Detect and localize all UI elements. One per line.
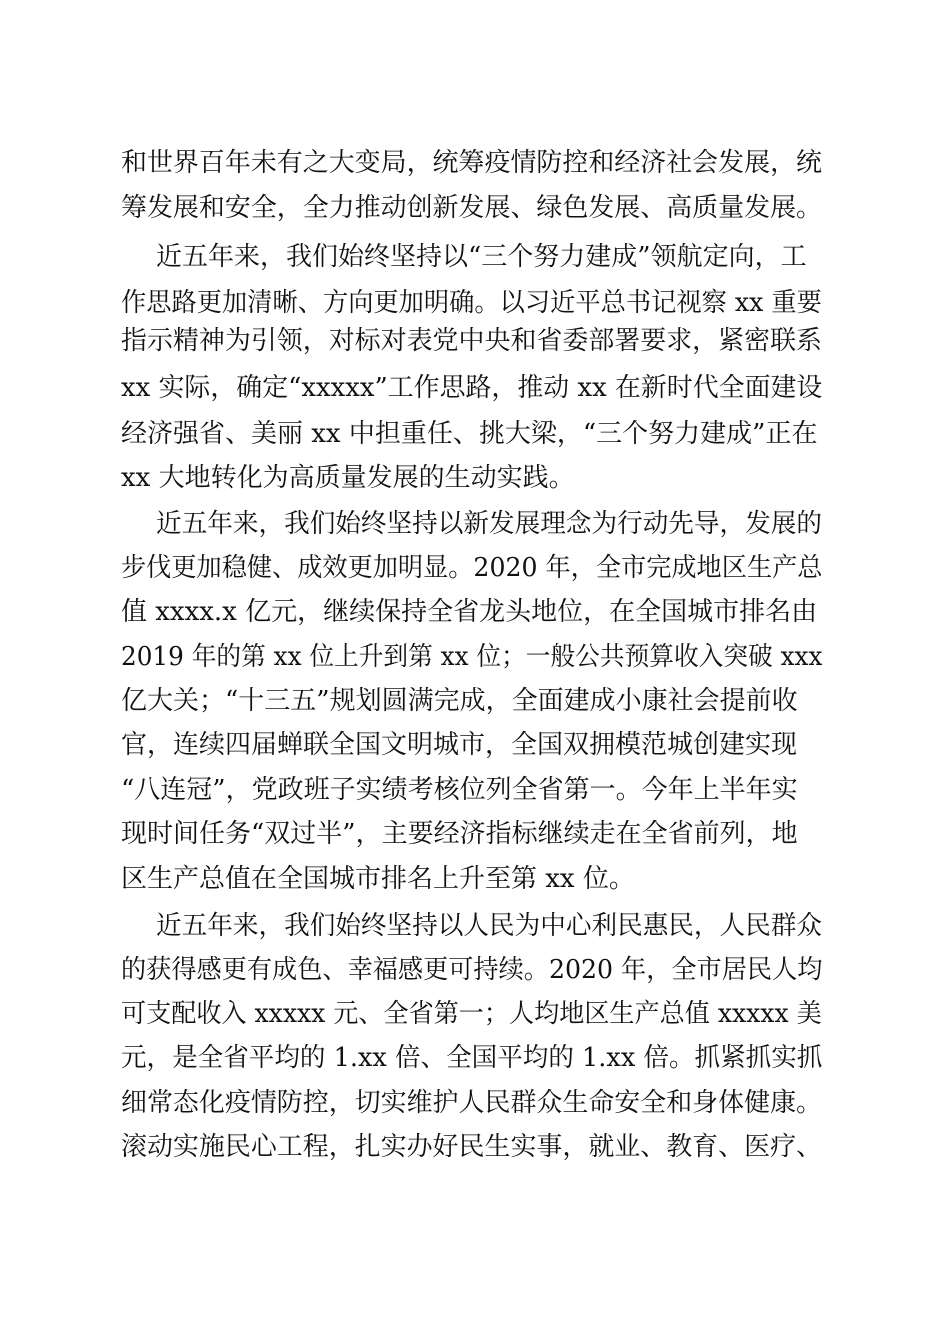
text-line-content: 元，是全省平均的 1.xx 倍、全国平均的 1.xx 倍。抓紧抓实抓 — [121, 1043, 823, 1073]
text-line-content: 近五年来，我们始终坚持以“三个努力建成”领航定向，工 — [156, 242, 807, 272]
text-line-content: “八连冠”，党政班子实绩考核位列全省第一。今年上半年实 — [121, 775, 798, 805]
text-line — [0, 814, 950, 854]
text-line-content: 2019 年的第 xx 位上升到第 xx 位；一般公共预算收入突破 xxx — [121, 642, 823, 672]
text-line-content: 近五年来，我们始终坚持以新发展理念为行动先导，发展的 — [156, 509, 823, 539]
text-line-content: 和世界百年未有之大变局，统筹疫情防控和经济社会发展，统 — [121, 148, 823, 178]
text-line — [0, 283, 950, 323]
text-line-content: 经济强省、美丽 xx 中担重任、挑大梁，“三个努力建成”正在 — [121, 419, 818, 449]
text-line-content: xx 实际，确定“xxxxx”工作思路，推动 xx 在新时代全面建设 — [121, 373, 823, 403]
paragraph-first-line — [0, 237, 950, 277]
text-line — [0, 637, 950, 677]
text-line — [0, 368, 950, 408]
text-line-content: 近五年来，我们始终坚持以人民为中心利民惠民，人民群众 — [156, 911, 823, 941]
text-line — [0, 548, 950, 588]
text-line-content: 可支配收入 xxxxx 元、全省第一；人均地区生产总值 xxxxx 美 — [121, 999, 822, 1029]
paragraph-first-line — [0, 906, 950, 946]
text-line-content: 筹发展和安全，全力推动创新发展、绿色发展、高质量发展。 — [121, 193, 823, 223]
text-line-content: 作思路更加清晰、方向更加明确。以习近平总书记视察 xx 重要 — [121, 288, 822, 318]
text-line-content: 指示精神为引领，对标对表党中央和省委部署要求，紧密联系 — [121, 326, 823, 356]
text-line-content: 值 xxxx.x 亿元，继续保持全省龙头地位，在全国城市排名由 — [121, 597, 818, 627]
text-line-content: xx 大地转化为高质量发展的生动实践。 — [121, 463, 575, 493]
text-line — [0, 1127, 950, 1167]
text-line-content: 步伐更加稳健、成效更加明显。2020 年，全市完成地区生产总 — [121, 553, 823, 583]
text-line — [0, 994, 950, 1034]
text-line — [0, 458, 950, 498]
text-line-content: 官，连续四届蝉联全国文明城市，全国双拥模范城创建实现 — [121, 730, 798, 760]
text-line-content: 的获得感更有成色、幸福感更可持续。2020 年，全市居民人均 — [121, 955, 823, 985]
text-line-content: 滚动实施民心工程，扎实办好民生实事，就业、教育、医疗、 — [121, 1132, 823, 1162]
text-line — [0, 188, 950, 228]
text-line-content: 区生产总值在全国城市排名上升至第 xx 位。 — [121, 864, 635, 894]
text-line — [0, 770, 950, 810]
text-line-content: 现时间任务“双过半”，主要经济指标继续走在全省前列，地 — [121, 819, 798, 849]
text-line — [0, 414, 950, 454]
text-line — [0, 725, 950, 765]
text-line — [0, 1083, 950, 1123]
text-line — [0, 950, 950, 990]
text-line — [0, 1038, 950, 1078]
paragraph-first-line — [0, 504, 950, 544]
text-line — [0, 681, 950, 721]
text-line-content: 亿大关；“十三五”规划圆满完成，全面建成小康社会提前收 — [121, 686, 798, 716]
text-line-content: 细常态化疫情防控，切实维护人民群众生命安全和身体健康。 — [121, 1088, 823, 1118]
text-line — [0, 592, 950, 632]
text-line — [0, 143, 950, 183]
text-line — [0, 859, 950, 899]
text-line — [0, 321, 950, 361]
